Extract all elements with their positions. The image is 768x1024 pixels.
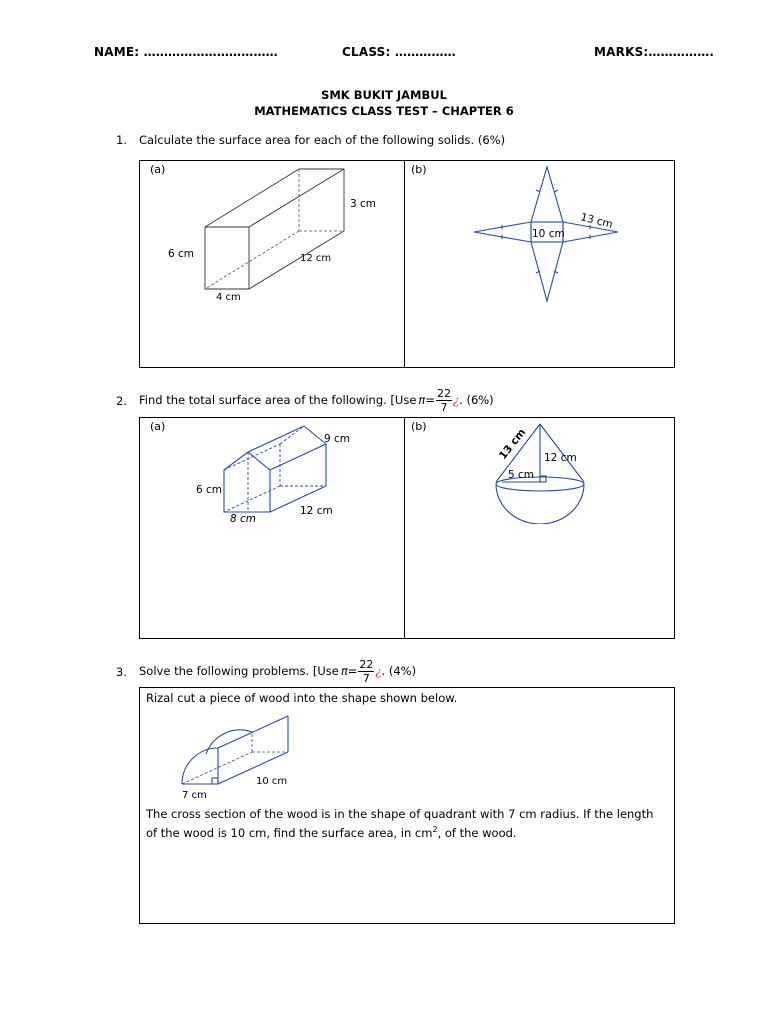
q1a-cuboid-figure: [160, 163, 390, 313]
q1-number: 1.: [116, 133, 127, 147]
q2-divider: [404, 418, 405, 638]
q1a-top-label: 3 cm: [350, 198, 377, 210]
q2-b-label: (b): [411, 420, 427, 433]
q2b-cone-hemisphere-figure: [492, 420, 592, 524]
q3-fraction: [358, 658, 374, 685]
q2-text: [139, 384, 494, 416]
q3-text: [139, 655, 416, 687]
q2a-height-label: 6 cm: [196, 484, 223, 496]
q2b-height-label: 12 cm: [544, 452, 577, 464]
q2a-length-label: 12 cm: [300, 505, 333, 517]
q3-pi: π=: [340, 664, 358, 678]
q3-radius-label: 7 cm: [182, 790, 207, 801]
q2a-width-label: 8 cm: [230, 513, 257, 525]
q1-b-label: (b): [411, 163, 427, 176]
q2-table: [139, 417, 675, 639]
q2b-radius-label: 5 cm: [508, 469, 535, 481]
q3-fraction-num: 22: [359, 657, 374, 671]
q1-text: Calculate the surface area for each of the following solids. (6%): [139, 133, 506, 147]
q2a-prism-figure: [190, 422, 390, 526]
q3-text-after: . (4%): [381, 664, 417, 678]
q3-fraction-den: 7: [362, 671, 370, 685]
q1a-height-label: 6 cm: [168, 248, 195, 260]
q2-a-label: (a): [150, 420, 166, 433]
q1a-length-label: 12 cm: [300, 253, 332, 264]
q2-text-before: Find the total surface area of the following. [Use: [139, 393, 417, 407]
q3-problem: [146, 806, 666, 841]
class-field: CLASS: ……………: [342, 45, 456, 59]
q2-text-after: . (6%): [459, 393, 494, 407]
q3-number: 3.: [116, 665, 127, 679]
q3-problem-sup: 2: [432, 825, 438, 834]
q2-fraction: [436, 387, 452, 414]
q3-text-before: Solve the following problems. [Use: [139, 664, 339, 678]
test-title: MATHEMATICS CLASS TEST – CHAPTER 6: [254, 104, 514, 118]
name-field: NAME: ……………………………: [94, 45, 278, 59]
q2-number: 2.: [116, 394, 127, 408]
q3-intro: Rizal cut a piece of wood into the shape shown below.: [146, 691, 458, 705]
q1-divider: [404, 161, 405, 367]
q2-glyph: ¿: [452, 393, 460, 407]
q2-fraction-num: 22: [436, 386, 451, 400]
q1a-width-label: 4 cm: [216, 292, 241, 303]
marks-field: MARKS:…………….: [594, 45, 715, 59]
q2-fraction-den: 7: [440, 400, 448, 414]
q3-length-label: 10 cm: [256, 776, 288, 787]
q2a-slant-label: 9 cm: [324, 433, 351, 445]
q3-glyph: ¿: [375, 664, 382, 678]
q3-problem-part2: , of the wood.: [437, 825, 517, 840]
q1b-base-label: 10 cm: [532, 228, 565, 240]
q1b-net-figure: [470, 165, 630, 305]
q1b-side-label: 13 cm: [579, 211, 614, 231]
q1-a-label: (a): [150, 163, 166, 176]
q1-table: [139, 160, 675, 368]
school-title: SMK BUKIT JAMBUL: [321, 88, 447, 102]
q3-box: [139, 687, 675, 924]
q2-pi: π=: [418, 393, 435, 407]
q3-quadrant-prism-figure: [176, 712, 326, 804]
q2b-slant-label: 13 cm: [496, 426, 529, 462]
q3-problem-part1: The cross section of the wood is in the shape of quadrant with 7 cm radius. If the length of the wood is 10 cm, find the surface area, in cm: [146, 807, 654, 840]
